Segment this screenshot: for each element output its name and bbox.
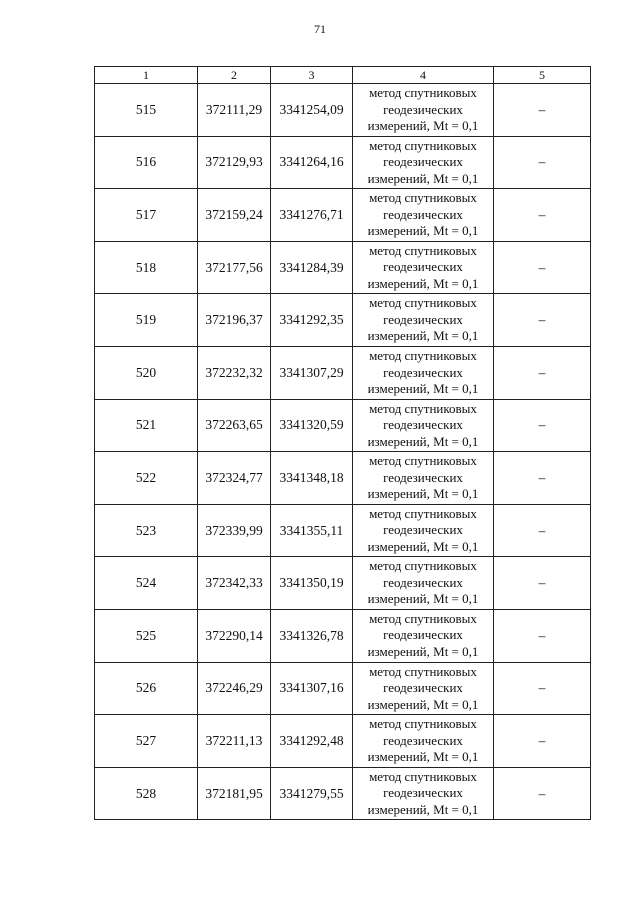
note-cell: –: [494, 504, 591, 557]
note-cell: –: [494, 452, 591, 505]
point-number-cell: 516: [95, 136, 198, 189]
point-number-cell: 523: [95, 504, 198, 557]
method-text-line: измерений, Mt = 0,1: [367, 118, 479, 134]
y-coordinate-cell: 3341276,71: [271, 189, 353, 242]
method-text-line: измерений, Mt = 0,1: [367, 749, 479, 765]
method-text-line: метод спутниковых: [369, 768, 477, 784]
method-text-line: геодезических: [383, 417, 463, 433]
method-cell: [353, 452, 494, 505]
table-row: [95, 557, 591, 610]
method-cell: [353, 609, 494, 662]
method-cell: [353, 557, 494, 610]
method-text-line: метод спутниковых: [369, 610, 477, 626]
method-text-line: геодезических: [383, 101, 463, 117]
y-coordinate-cell: 3341284,39: [271, 241, 353, 294]
method-text-line: измерений, Mt = 0,1: [367, 328, 479, 344]
method-cell: [353, 84, 494, 137]
y-coordinate-cell: 3341254,09: [271, 84, 353, 137]
point-number-cell: 522: [95, 452, 198, 505]
x-coordinate-cell: 372290,14: [198, 609, 271, 662]
method-text-line: измерений, Mt = 0,1: [367, 170, 479, 186]
method-text-line: измерений, Mt = 0,1: [367, 433, 479, 449]
method-text-line: геодезических: [383, 522, 463, 538]
method-text-line: метод спутниковых: [369, 505, 477, 521]
method-text-line: метод спутниковых: [369, 137, 477, 153]
note-cell: –: [494, 662, 591, 715]
method-text-line: измерений, Mt = 0,1: [367, 538, 479, 554]
table-row: [95, 399, 591, 452]
x-coordinate-cell: 372129,93: [198, 136, 271, 189]
point-number-cell: 524: [95, 557, 198, 610]
note-cell: –: [494, 189, 591, 242]
x-coordinate-cell: 372339,99: [198, 504, 271, 557]
table-row: [95, 346, 591, 399]
y-coordinate-cell: 3341350,19: [271, 557, 353, 610]
method-text-line: геодезических: [383, 311, 463, 327]
point-number-cell: 518: [95, 241, 198, 294]
method-text-line: геодезических: [383, 680, 463, 696]
method-cell: [353, 767, 494, 820]
method-cell: [353, 294, 494, 347]
method-text-line: измерений, Mt = 0,1: [367, 591, 479, 607]
point-number-cell: 515: [95, 84, 198, 137]
point-number-cell: 527: [95, 715, 198, 768]
table-row: [95, 241, 591, 294]
header-col-1: 1: [95, 67, 198, 84]
method-cell: [353, 136, 494, 189]
y-coordinate-cell: 3341279,55: [271, 767, 353, 820]
x-coordinate-cell: 372181,95: [198, 767, 271, 820]
point-number-cell: 526: [95, 662, 198, 715]
method-text-line: метод спутниковых: [369, 453, 477, 469]
method-text-line: геодезических: [383, 469, 463, 485]
method-text-line: измерений, Mt = 0,1: [367, 801, 479, 817]
point-number-cell: 520: [95, 346, 198, 399]
method-text-line: геодезических: [383, 785, 463, 801]
table-row: [95, 504, 591, 557]
header-row: [95, 67, 591, 84]
method-text-line: метод спутниковых: [369, 558, 477, 574]
x-coordinate-cell: 372211,13: [198, 715, 271, 768]
method-cell: [353, 662, 494, 715]
note-cell: –: [494, 136, 591, 189]
table-row: [95, 662, 591, 715]
note-cell: –: [494, 557, 591, 610]
header-col-4: 4: [353, 67, 494, 84]
x-coordinate-cell: 372246,29: [198, 662, 271, 715]
point-number-cell: 528: [95, 767, 198, 820]
method-text-line: геодезических: [383, 574, 463, 590]
x-coordinate-cell: 372263,65: [198, 399, 271, 452]
y-coordinate-cell: 3341320,59: [271, 399, 353, 452]
method-text-line: метод спутниковых: [369, 348, 477, 364]
y-coordinate-cell: 3341292,35: [271, 294, 353, 347]
table-row: [95, 767, 591, 820]
method-cell: [353, 504, 494, 557]
method-text-line: геодезических: [383, 364, 463, 380]
note-cell: –: [494, 399, 591, 452]
x-coordinate-cell: 372324,77: [198, 452, 271, 505]
x-coordinate-cell: 372111,29: [198, 84, 271, 137]
page-number: 71: [314, 22, 326, 36]
method-text-line: измерений, Mt = 0,1: [367, 643, 479, 659]
table-row: [95, 715, 591, 768]
note-cell: –: [494, 767, 591, 820]
table-row: [95, 84, 591, 137]
note-cell: –: [494, 346, 591, 399]
method-text-line: геодезических: [383, 627, 463, 643]
method-text-line: геодезических: [383, 259, 463, 275]
method-text-line: измерений, Mt = 0,1: [367, 381, 479, 397]
y-coordinate-cell: 3341264,16: [271, 136, 353, 189]
method-text-line: метод спутниковых: [369, 400, 477, 416]
note-cell: –: [494, 241, 591, 294]
method-cell: [353, 399, 494, 452]
method-cell: [353, 715, 494, 768]
method-cell: [353, 189, 494, 242]
method-text-line: метод спутниковых: [369, 85, 477, 101]
table-row: [95, 609, 591, 662]
y-coordinate-cell: 3341355,11: [271, 504, 353, 557]
x-coordinate-cell: 372177,56: [198, 241, 271, 294]
note-cell: –: [494, 609, 591, 662]
x-coordinate-cell: 372196,37: [198, 294, 271, 347]
y-coordinate-cell: 3341348,18: [271, 452, 353, 505]
header-col-5: 5: [494, 67, 591, 84]
method-text-line: метод спутниковых: [369, 190, 477, 206]
y-coordinate-cell: 3341307,29: [271, 346, 353, 399]
table-header: [95, 67, 591, 84]
method-text-line: метод спутниковых: [369, 242, 477, 258]
y-coordinate-cell: 3341307,16: [271, 662, 353, 715]
table-body: [95, 84, 591, 820]
point-number-cell: 517: [95, 189, 198, 242]
method-text-line: геодезических: [383, 206, 463, 222]
point-number-cell: 525: [95, 609, 198, 662]
table-row: [95, 189, 591, 242]
point-number-cell: 519: [95, 294, 198, 347]
table-row: [95, 136, 591, 189]
y-coordinate-cell: 3341326,78: [271, 609, 353, 662]
method-text-line: измерений, Mt = 0,1: [367, 275, 479, 291]
note-cell: –: [494, 84, 591, 137]
coordinates-table: [94, 66, 591, 820]
method-text-line: метод спутниковых: [369, 663, 477, 679]
x-coordinate-cell: 372232,32: [198, 346, 271, 399]
y-coordinate-cell: 3341292,48: [271, 715, 353, 768]
method-text-line: метод спутниковых: [369, 716, 477, 732]
note-cell: –: [494, 715, 591, 768]
method-cell: [353, 241, 494, 294]
method-text-line: геодезических: [383, 732, 463, 748]
note-cell: –: [494, 294, 591, 347]
method-text-line: измерений, Mt = 0,1: [367, 486, 479, 502]
x-coordinate-cell: 372342,33: [198, 557, 271, 610]
x-coordinate-cell: 372159,24: [198, 189, 271, 242]
method-text-line: измерений, Mt = 0,1: [367, 696, 479, 712]
method-text-line: измерений, Mt = 0,1: [367, 223, 479, 239]
header-col-3: 3: [271, 67, 353, 84]
method-text-line: геодезических: [383, 154, 463, 170]
header-col-2: 2: [198, 67, 271, 84]
point-number-cell: 521: [95, 399, 198, 452]
method-cell: [353, 346, 494, 399]
table-row: [95, 452, 591, 505]
table-row: [95, 294, 591, 347]
method-text-line: метод спутниковых: [369, 295, 477, 311]
